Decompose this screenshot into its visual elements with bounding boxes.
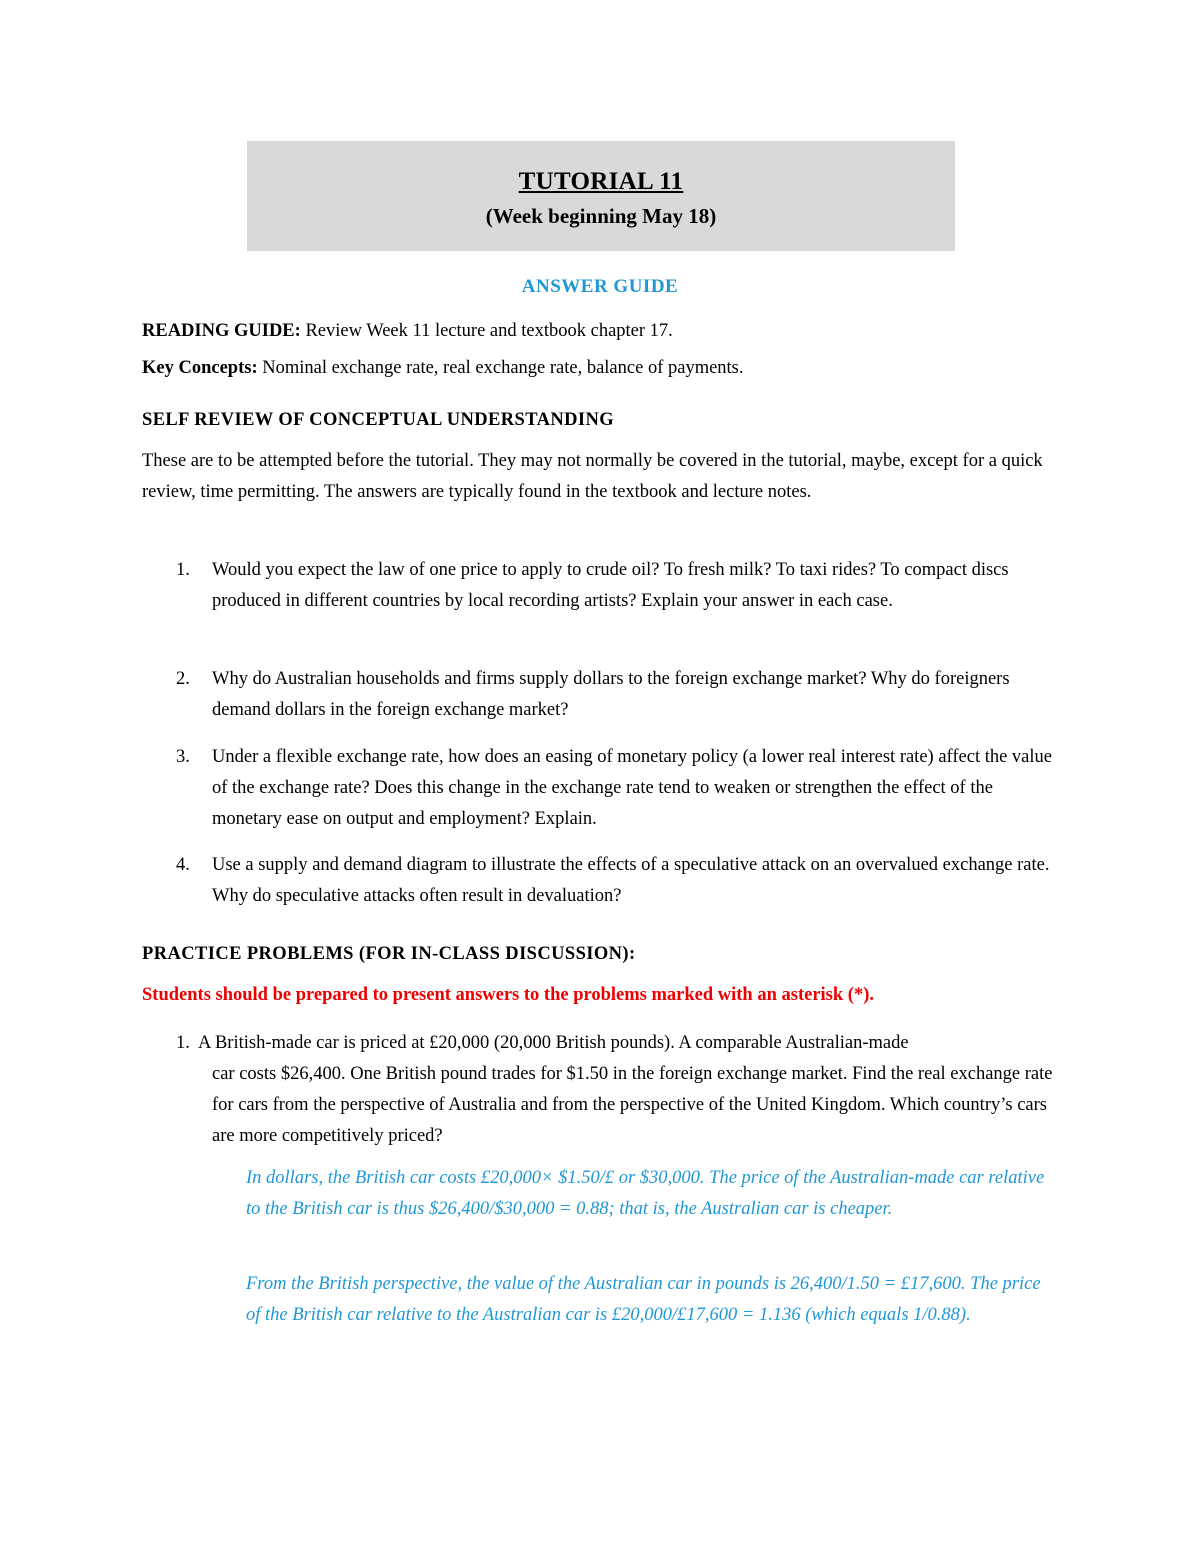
- question-text: Would you expect the law of one price to apply to crude oil? To fresh milk? To taxi rides? To compact discs produced in different countries by local recording artists? Explain your answer in each case.: [212, 560, 1009, 611]
- key-concepts: [142, 353, 744, 384]
- practice-problem: [176, 1028, 1066, 1152]
- self-review-question: [176, 555, 1066, 617]
- answer-paragraph: In dollars, the British car costs £20,000× $1.50/£ or $30,000. The price of the Australian-made car relative to the British car is thus $26,400/$30,000 = 0.88; that is, the Australian car is cheaper.: [246, 1168, 1045, 1219]
- page-title: TUTORIAL 11: [518, 168, 684, 195]
- self-review-intro: These are to be attempted before the tutorial. They may not normally be covered in the tutorial, maybe, except for a quick review, time permitting. The answers are typically found in the textbook and lecture notes.: [142, 451, 1043, 502]
- problem-text: car costs $26,400. One British pound trades for $1.50 in the foreign exchange market. Find the real exchange rate for cars from the perspective of Australia and from the perspective of the United Kingdom. Which country’s cars are more competitively priced?: [212, 1064, 1053, 1146]
- key-concepts-text: Nominal exchange rate, real exchange rate, balance of payments.: [257, 358, 744, 378]
- page-subtitle: (Week beginning May 18): [485, 204, 717, 228]
- reading-guide-text: Review Week 11 lecture and textbook chapter 17.: [300, 321, 673, 341]
- question-text: Under a flexible exchange rate, how does an easing of monetary policy (a lower real interest rate) affect the value of the exchange rate? Does this change in the exchange rate tend to weaken or strengthen the effect of the monetary ease on output and employment? Explain.: [212, 747, 1052, 829]
- reading-guide: [142, 316, 673, 347]
- self-review-question: [176, 664, 1066, 726]
- asterisk-warning: Students should be prepared to present answers to the problems marked with an asterisk (*).: [142, 985, 874, 1005]
- problem-number: 1.: [176, 1033, 190, 1053]
- question-number: 1.: [176, 560, 190, 580]
- question-text: Use a supply and demand diagram to illustrate the effects of a speculative attack on an overvalued exchange rate. Why do speculative attacks often result in devaluation?: [212, 855, 1050, 906]
- question-text: Why do Australian households and firms supply dollars to the foreign exchange market? Why do foreigners demand dollars in the foreign exchange market?: [212, 669, 1010, 720]
- self-review-heading: SELF REVIEW OF CONCEPTUAL UNDERSTANDING: [142, 410, 615, 430]
- reading-guide-label: READING GUIDE:: [142, 321, 301, 341]
- question-number: 2.: [176, 669, 190, 689]
- key-concepts-label: Key Concepts:: [142, 358, 258, 378]
- self-review-question: [176, 742, 1066, 835]
- practice-heading: PRACTICE PROBLEMS (FOR IN-CLASS DISCUSSION):: [142, 944, 636, 964]
- answer-paragraph: From the British perspective, the value of the Australian car in pounds is 26,400/1.50 = £17,600. The price of the British car relative to the Australian car is £20,000/£17,600 = 1.136 (which equals 1/0.88).: [246, 1274, 1041, 1325]
- self-review-question: [176, 850, 1066, 912]
- answer-guide-heading: ANSWER GUIDE: [521, 276, 679, 297]
- title-box: [247, 141, 955, 251]
- question-number: 4.: [176, 855, 190, 875]
- question-number: 3.: [176, 747, 190, 767]
- problem-text-first-line: A British-made car is priced at £20,000 (20,000 British pounds). A comparable Australian-made: [198, 1033, 909, 1053]
